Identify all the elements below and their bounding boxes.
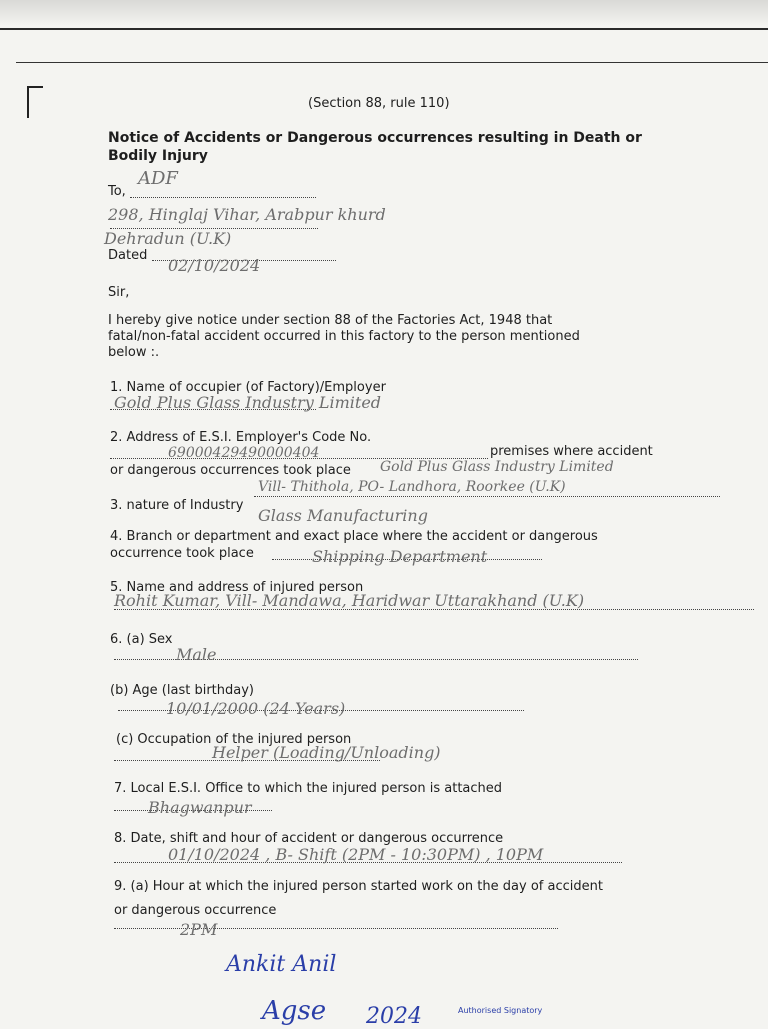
to-address-line1: 298, Hinglaj Vihar, Arabpur khurd xyxy=(108,205,386,224)
section-reference: (Section 88, rule 110) xyxy=(308,96,450,111)
to-dotted-line xyxy=(130,197,316,198)
q3-answer: Glass Manufacturing xyxy=(258,506,428,525)
corner-mark xyxy=(27,86,43,118)
form-title-line1: Notice of Accidents or Dangerous occurrences resulting in Death or xyxy=(108,130,642,146)
q2-premises-line1: Gold Plus Glass Industry Limited xyxy=(380,459,614,475)
q6b-label: (b) Age (last birthday) xyxy=(110,683,254,698)
intro-line2: fatal/non-fatal accident occurred in this factory to the person mentioned xyxy=(108,329,580,344)
q6c-label: (c) Occupation of the injured person xyxy=(116,732,352,747)
page-top-rule xyxy=(0,28,768,30)
dated-value: 02/10/2024 xyxy=(168,256,261,275)
dated-label: Dated xyxy=(108,248,148,263)
signature-date: 2024 xyxy=(366,1004,422,1029)
q6a-answer: Male xyxy=(176,645,217,664)
form-title-line2: Bodily Injury xyxy=(108,148,208,164)
q9-label-line2: or dangerous occurrence xyxy=(114,903,277,918)
to-address-line2: Dehradun (U.K) xyxy=(104,229,232,248)
intro-line3: below :. xyxy=(108,345,160,360)
q6a-label: 6. (a) Sex xyxy=(110,632,173,647)
q8-answer: 01/10/2024 , B- Shift (2PM - 10:30PM) , 10PM xyxy=(168,845,544,864)
q4-label-line1: 4. Branch or department and exact place where the accident or dangerous xyxy=(110,529,598,544)
q7-answer: Bhagwanpur xyxy=(148,798,252,817)
signature-name: Ankit Anil xyxy=(226,952,337,977)
q2-code-answer: 69000429490000404 xyxy=(168,445,320,461)
q3-label: 3. nature of Industry xyxy=(110,498,244,513)
q4-label-line2: occurrence took place xyxy=(110,546,254,561)
q2-premises-dotted-line xyxy=(254,496,720,497)
authorised-stamp: Authorised Signatory xyxy=(458,1006,543,1015)
intro-line1: I hereby give notice under section 88 of the Factories Act, 1948 that xyxy=(108,313,553,328)
q6b-answer: 10/01/2000 (24 Years) xyxy=(166,699,346,718)
to-label: To, xyxy=(108,184,126,199)
scan-shadow xyxy=(0,0,768,26)
signature-initials: Agse xyxy=(262,996,327,1026)
q2-suffix: premises where accident xyxy=(490,444,653,459)
header-rule xyxy=(16,62,768,63)
q9-label-line1: 9. (a) Hour at which the injured person started work on the day of accident xyxy=(114,879,603,894)
q2-line2: or dangerous occurrences took place xyxy=(110,463,351,478)
q2-premises-line2: Vill- Thithola, PO- Landhora, Roorkee (U.K) xyxy=(258,479,566,495)
q4-answer: Shipping Department xyxy=(312,547,488,566)
salutation: Sir, xyxy=(108,285,130,300)
q7-label: 7. Local E.S.I. Office to which the injured person is attached xyxy=(114,781,503,796)
to-name-handwritten: ADF xyxy=(138,168,178,189)
q1-label: 1. Name of occupier (of Factory)/Employer xyxy=(110,380,386,395)
q9-answer: 2PM xyxy=(180,920,218,939)
q2-label: 2. Address of E.S.I. Employer's Code No. xyxy=(110,430,372,445)
q1-answer: Gold Plus Glass Industry Limited xyxy=(114,393,382,412)
q8-label: 8. Date, shift and hour of accident or dangerous occurrence xyxy=(114,831,504,846)
q6c-answer: Helper (Loading/Unloading) xyxy=(212,743,441,762)
q5-answer: Rohit Kumar, Vill- Mandawa, Haridwar Uttarakhand (U.K) xyxy=(114,591,585,610)
q5-label: 5. Name and address of injured person xyxy=(110,580,364,595)
